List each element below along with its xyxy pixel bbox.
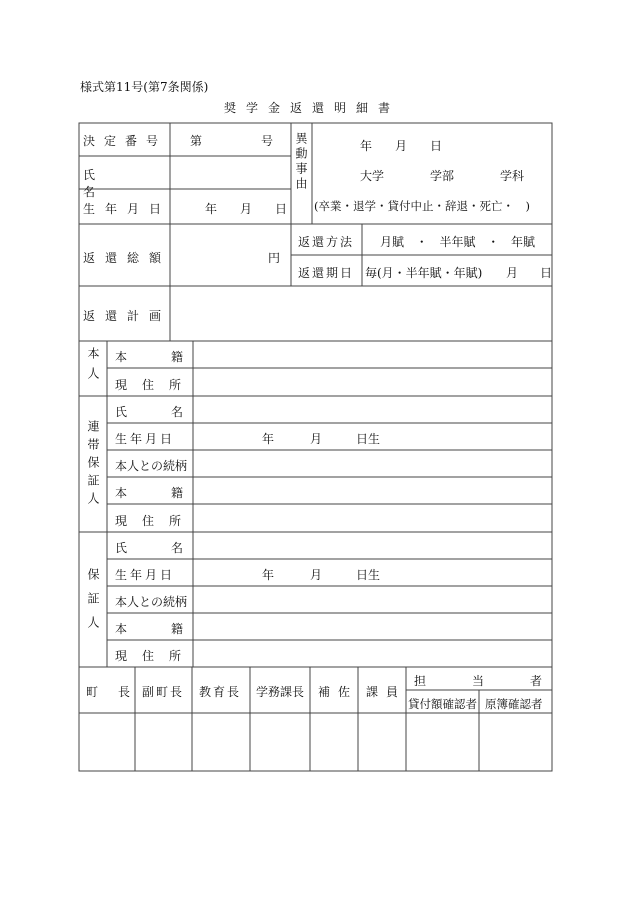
change-reason-label-text: 異動事由 [294, 132, 308, 192]
method-half-yearly: 半年賦 [439, 235, 476, 249]
method-sep-1: ・ [415, 235, 428, 249]
due-day: 日 [540, 266, 553, 280]
birth-label: 生年月日 [83, 202, 172, 216]
title-text: 奨学金返還明細書 [224, 101, 401, 115]
guarantor-address-label: 現住所 [115, 649, 197, 663]
joint-birth-day: 日生 [356, 432, 381, 446]
method-label: 返還方法 [298, 235, 355, 249]
joint-birth-month: 月 [310, 432, 323, 446]
birth-month: 月 [240, 202, 253, 216]
guarantor-group-label [86, 568, 100, 640]
document-title [224, 99, 400, 116]
joint-address-label: 現住所 [115, 514, 197, 528]
town-chief-label: 町長 [86, 685, 151, 699]
name-label [83, 166, 165, 200]
method-sep-2: ・ [487, 235, 500, 249]
staff-label: 課員 [366, 685, 407, 699]
total-unit: 円 [268, 251, 281, 265]
joint-relation-label: 本人との続柄 [115, 459, 188, 473]
method-options [380, 233, 535, 250]
due-value: 毎(月・半年賦・年賦) [365, 266, 483, 280]
decision-no-prefix: 第 [190, 134, 203, 148]
guarantor-birth-label: 生年月日 [115, 568, 176, 582]
guarantor-name-label: 氏名 [115, 541, 228, 555]
affairs-chief-label: 学務課長 [256, 685, 305, 699]
loan-checker-label: 貸付額確認者 [408, 697, 477, 711]
joint-honseki-label: 本籍 [115, 486, 228, 500]
self-group-label [86, 347, 100, 387]
decision-no-label: 決定番号 [83, 134, 168, 148]
guarantor-group-label-text: 保証人 [86, 568, 100, 640]
ledger-checker-label: 原簿確認者 [485, 697, 543, 711]
name-label-text: 氏名 [83, 168, 152, 199]
plan-label: 返還計画 [83, 309, 172, 323]
deputy-chief-label: 副町長 [142, 685, 185, 699]
method-monthly: 月賦 [380, 235, 405, 249]
guarantor-relation-label: 本人との続柄 [115, 595, 188, 609]
change-month: 月 [395, 139, 408, 153]
guarantor-birth-month: 月 [310, 568, 323, 582]
joint-guarantor-group-label [86, 420, 100, 510]
form-number: 様式第11号(第7条関係) [80, 80, 209, 94]
due-label: 返還期日 [298, 266, 355, 280]
department: 学科 [500, 169, 525, 183]
change-reasons: (卒業・退学・貸付中止・辞退・死亡・ ) [314, 199, 530, 213]
total-label: 返還総額 [83, 251, 172, 265]
joint-name-label: 氏名 [115, 405, 228, 419]
joint-birth-label: 生年月日 [115, 432, 176, 446]
self-group-label-text: 本人 [86, 347, 100, 387]
due-month: 月 [506, 266, 519, 280]
assistant-label: 補佐 [318, 685, 359, 699]
guarantor-birth-year: 年 [262, 568, 275, 582]
university: 大学 [360, 169, 385, 183]
birth-year: 年 [205, 202, 218, 216]
change-day: 日 [430, 139, 443, 153]
joint-birth-year: 年 [262, 432, 275, 446]
decision-no-suffix: 号 [261, 134, 274, 148]
edu-chief-label: 教育長 [199, 685, 242, 699]
method-yearly: 年賦 [510, 235, 535, 249]
person-in-charge-label: 担当者 [414, 674, 589, 688]
self-honseki-label: 本籍 [115, 350, 228, 364]
birth-day: 日 [275, 202, 288, 216]
faculty: 学部 [430, 169, 455, 183]
guarantor-honseki-label: 本籍 [115, 622, 228, 636]
change-year: 年 [360, 139, 373, 153]
joint-guarantor-group-label-text: 連帯保証人 [86, 420, 100, 510]
guarantor-birth-day: 日生 [356, 568, 381, 582]
self-address-label: 現住所 [115, 378, 197, 392]
change-reason-label [294, 132, 308, 192]
